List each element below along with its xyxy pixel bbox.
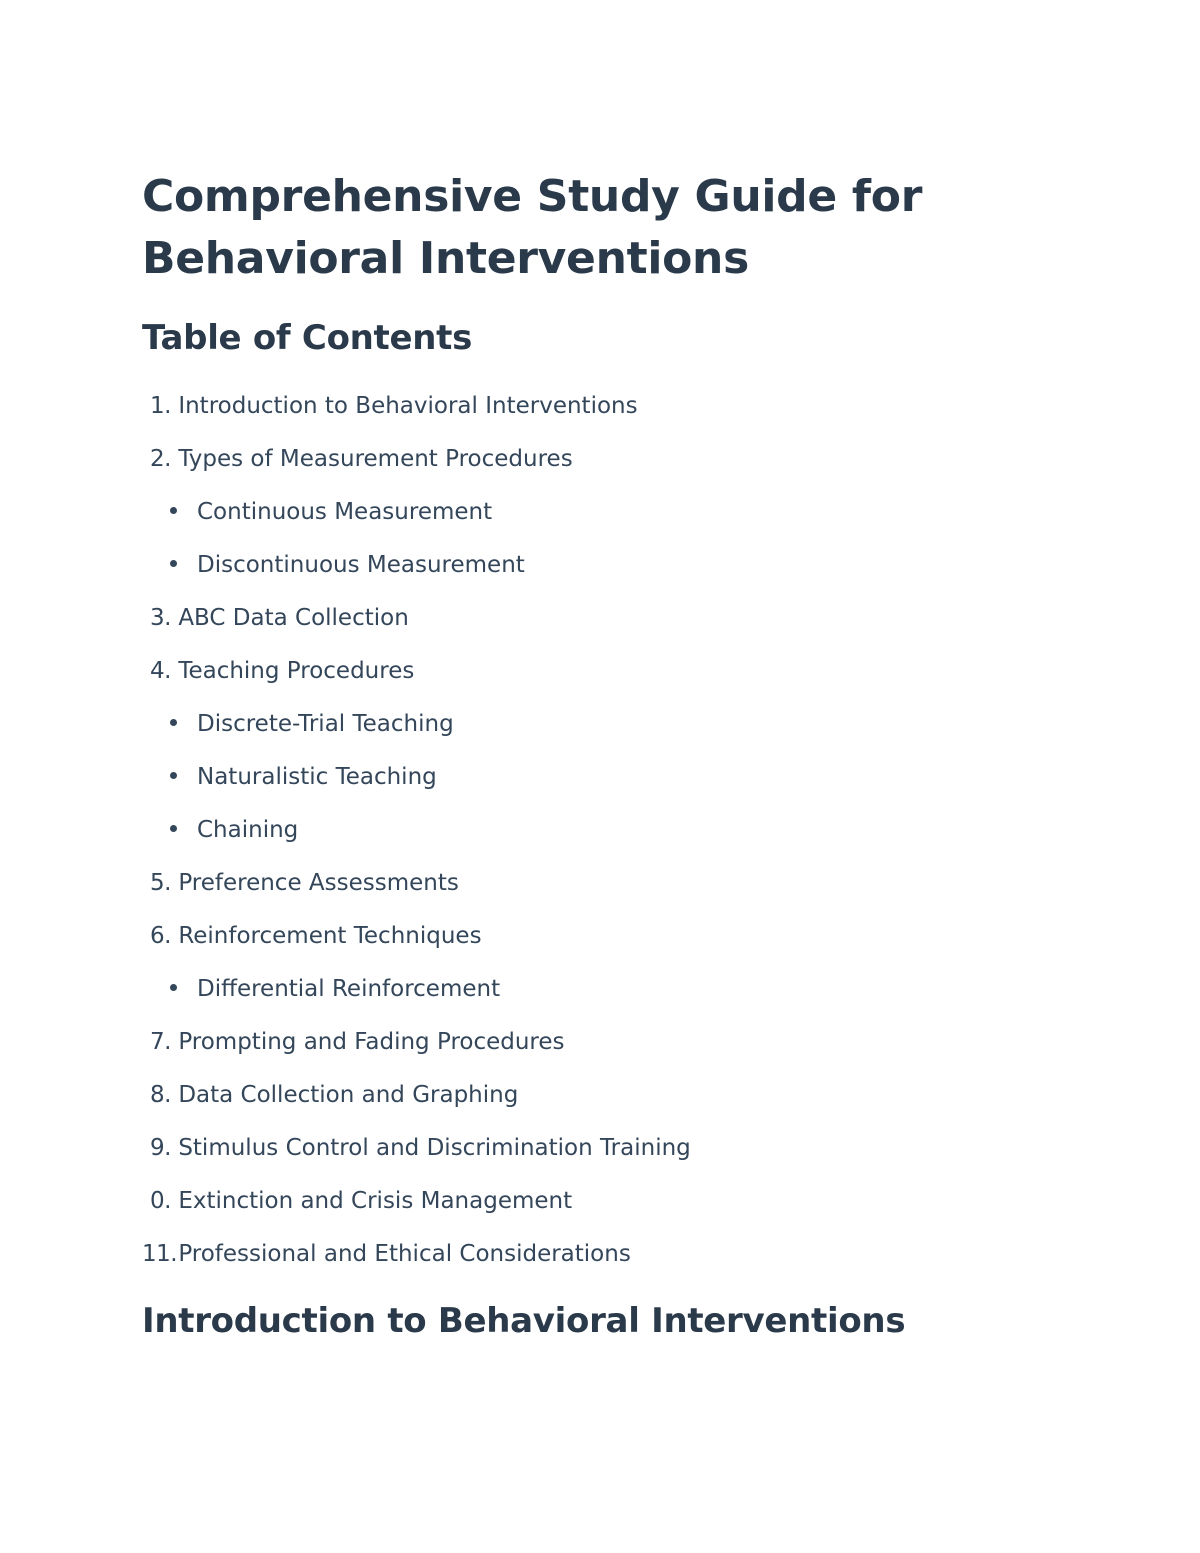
toc-subitem[interactable] bbox=[142, 544, 691, 597]
bullet-icon bbox=[170, 719, 177, 726]
document-page bbox=[142, 166, 1102, 1341]
toc-item-label: ABC Data Collection bbox=[178, 605, 409, 631]
toc-item-label: Preference Assessments bbox=[178, 870, 459, 896]
toc-subitem[interactable] bbox=[142, 491, 691, 544]
toc-item-number: 1. bbox=[150, 393, 171, 419]
toc-subitem-label: Discrete-Trial Teaching bbox=[197, 711, 454, 737]
toc-subitem[interactable] bbox=[142, 968, 691, 1021]
toc-item-label: Reinforcement Techniques bbox=[178, 923, 482, 949]
section-heading-introduction: Introduction to Behavioral Interventions bbox=[142, 1301, 906, 1341]
bullet-icon bbox=[170, 825, 177, 832]
toc-item-label: Introduction to Behavioral Interventions bbox=[178, 393, 638, 419]
toc-item-label: Professional and Ethical Considerations bbox=[178, 1241, 631, 1267]
toc-subitem-label: Naturalistic Teaching bbox=[197, 764, 437, 790]
toc-item[interactable] bbox=[142, 915, 691, 968]
bullet-icon bbox=[170, 984, 177, 991]
toc-item-label: Prompting and Fading Procedures bbox=[178, 1029, 565, 1055]
toc-item-label: Data Collection and Graphing bbox=[178, 1082, 519, 1108]
toc-heading: Table of Contents bbox=[142, 318, 473, 358]
toc-subitem-label: Discontinuous Measurement bbox=[197, 552, 525, 578]
bullet-icon bbox=[170, 772, 177, 779]
toc-item[interactable] bbox=[142, 862, 691, 915]
toc-item-label: Extinction and Crisis Management bbox=[178, 1188, 573, 1214]
toc-item[interactable] bbox=[142, 438, 691, 491]
toc-subitem-label: Differential Reinforcement bbox=[197, 976, 501, 1002]
toc-subitem-label: Continuous Measurement bbox=[197, 499, 493, 525]
bullet-icon bbox=[170, 507, 177, 514]
toc-item[interactable] bbox=[142, 1233, 691, 1286]
toc-item-label: Stimulus Control and Discrimination Training bbox=[178, 1135, 691, 1161]
toc-item-number: 5. bbox=[150, 870, 171, 896]
toc-item[interactable] bbox=[142, 1021, 691, 1074]
toc-item-label: Teaching Procedures bbox=[178, 658, 415, 684]
toc-item-number: 7. bbox=[150, 1029, 171, 1055]
toc-item[interactable] bbox=[142, 1127, 691, 1180]
toc-subitem[interactable] bbox=[142, 809, 691, 862]
table-of-contents bbox=[142, 385, 691, 1286]
toc-item[interactable] bbox=[142, 385, 691, 438]
bullet-icon bbox=[170, 560, 177, 567]
toc-item-number: 6. bbox=[150, 923, 171, 949]
toc-subitem[interactable] bbox=[142, 756, 691, 809]
document-title-line-1: Comprehensive Study Guide for bbox=[142, 171, 923, 222]
toc-subitem[interactable] bbox=[142, 703, 691, 756]
toc-item-number: 9. bbox=[150, 1135, 171, 1161]
toc-item-number: 0. bbox=[150, 1188, 171, 1214]
toc-item-label: Types of Measurement Procedures bbox=[178, 446, 573, 472]
toc-subitem-label: Chaining bbox=[197, 817, 299, 843]
document-title bbox=[142, 166, 1102, 290]
toc-item-number: 2. bbox=[150, 446, 171, 472]
document-title-line-2: Behavioral Interventions bbox=[142, 233, 749, 284]
toc-item-number: 4. bbox=[150, 658, 171, 684]
toc-item-number: 8. bbox=[150, 1082, 171, 1108]
toc-item[interactable] bbox=[142, 597, 691, 650]
toc-item[interactable] bbox=[142, 650, 691, 703]
toc-item-number: 3. bbox=[150, 605, 171, 631]
toc-item[interactable] bbox=[142, 1180, 691, 1233]
toc-item-number: 11. bbox=[142, 1241, 178, 1267]
toc-item[interactable] bbox=[142, 1074, 691, 1127]
